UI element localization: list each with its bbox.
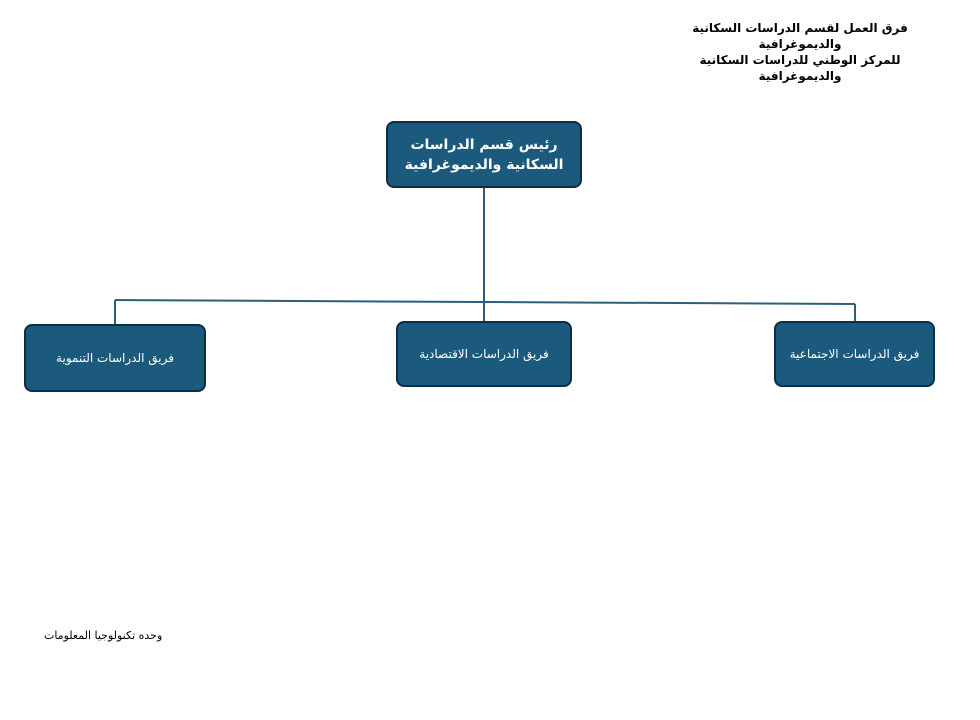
- root-label-line-2: السكانية والديموغرافية: [404, 156, 564, 173]
- social-team-label: فريق الدراسات الاجتماعية: [789, 347, 920, 361]
- economic-team-label: فريق الدراسات الاقتصادية: [419, 347, 549, 361]
- title-line-3: للمركز الوطني للدراسات السكانية: [699, 53, 901, 67]
- economic-team-node[interactable]: [396, 321, 572, 387]
- title-line-2: والديموغرافية: [758, 37, 842, 51]
- title-line-1: فرق العمل لقسم الدراسات السكانية: [692, 21, 908, 35]
- social-team-node[interactable]: [774, 321, 935, 387]
- root-label-line-1: رئيس قسم الدراسات: [410, 136, 558, 153]
- footer-credit: وحده تكنولوجيا المعلومات: [44, 629, 163, 642]
- title-line-4: والديموغرافية: [758, 69, 842, 83]
- development-team-node[interactable]: [24, 324, 206, 392]
- development-team-label: فريق الدراسات التنموية: [56, 351, 174, 365]
- head-of-department-node[interactable]: [386, 121, 582, 188]
